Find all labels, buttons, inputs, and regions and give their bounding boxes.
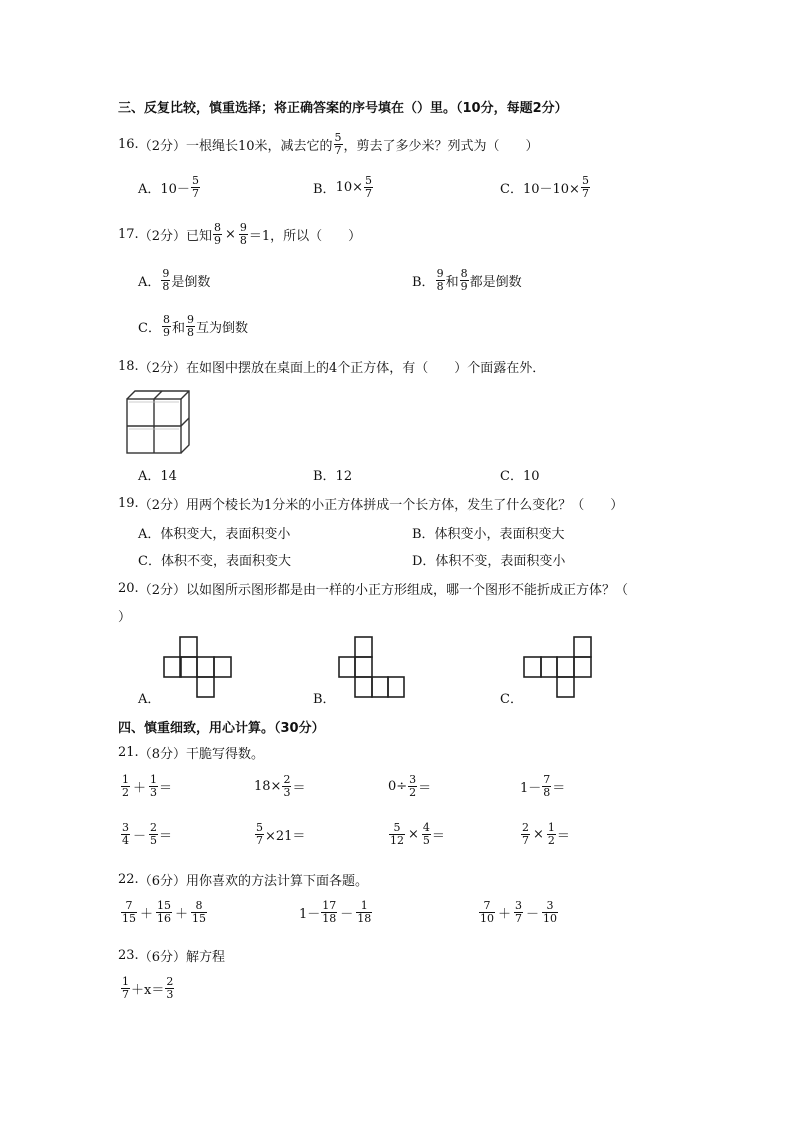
option-letter: C． [138, 321, 161, 336]
q19-option-d[interactable]: D．体积不变，表面积变小 [412, 554, 566, 569]
q16-option-b[interactable] [313, 175, 374, 200]
q16-option-c[interactable] [500, 175, 591, 200]
option-text: 和 [171, 321, 185, 336]
question-20 [118, 579, 628, 598]
q19-option-a[interactable]: A．体积变大，表面积变小 [138, 527, 291, 542]
q21-expr-2: 18× $\frac{2}{3}$ ＝ [254, 773, 306, 799]
q21-expr-4: 1－ $\frac{7}{8}$ ＝ [520, 773, 566, 799]
option-expression: 10－ [160, 182, 190, 197]
option-fraction: $\frac{5}{7}$ [191, 174, 199, 200]
q20-text: 以如图所示图形都是由一样的小正方形组成，哪一个图形不能折成正方体？（ [185, 583, 628, 598]
q20-option-c[interactable]: C． [500, 692, 523, 707]
q20-number: 20. [118, 581, 139, 596]
q17-number: 17. [118, 227, 139, 242]
q21-score: （8分） [138, 747, 186, 762]
option-letter: B． [412, 275, 435, 290]
option-fraction: $\frac{9}{8}$ [436, 267, 444, 293]
q21-expr-3: 0÷ $\frac{3}{2}$ ＝ [388, 773, 432, 799]
net-figure-b [338, 636, 406, 698]
q21-expr-6: $\frac{5}{7}$ ×21＝ [256, 821, 306, 847]
q18-option-a[interactable]: A．14 [138, 469, 177, 484]
option-fraction: $\frac{8}{9}$ [162, 313, 170, 339]
q19-option-b[interactable]: B．体积变小，表面积变大 [412, 527, 565, 542]
q20-option-b[interactable]: B． [313, 692, 336, 707]
option-text: 是倒数 [171, 275, 211, 290]
question-18 [118, 357, 545, 376]
q17-fraction-1: $\frac{8}{9}$ [213, 221, 221, 247]
question-16 [118, 132, 539, 157]
q17-score: （2分） [138, 229, 186, 244]
q22-expr-2: 1－ $\frac{17}{18}$ － $\frac{1}{18}$ [299, 899, 372, 925]
q16-text-a: 一根绳长10米，减去它的 [185, 139, 333, 154]
q17-fraction-2: $\frac{9}{8}$ [239, 221, 247, 247]
q22-expr-1: $\frac{7}{15}$ ＋ $\frac{15}{16}$ ＋ $\frac{8}{15}$ [122, 899, 207, 925]
q23-score: （6分） [138, 950, 186, 965]
option-letter: A． [138, 182, 161, 197]
option-text: 互为倒数 [195, 321, 248, 336]
option-fraction: $\frac{8}{9}$ [460, 267, 468, 293]
q23-text: 解方程 [185, 950, 225, 965]
q18-option-c[interactable]: C．10 [500, 469, 540, 484]
option-fraction: $\frac{9}{8}$ [162, 267, 170, 293]
q17-option-c[interactable] [138, 314, 248, 339]
option-fraction: $\frac{5}{7}$ [581, 174, 589, 200]
question-21 [118, 743, 264, 762]
question-22 [118, 870, 368, 889]
q17-option-b[interactable] [412, 268, 522, 293]
q18-score: （2分） [138, 361, 186, 376]
q16-text-b: ，剪去了多少米？列式为（ ） [343, 139, 539, 154]
q22-score: （6分） [138, 874, 186, 889]
question-17 [118, 222, 361, 247]
q18-number: 18. [118, 359, 139, 374]
section3-heading: 三、反复比较，慎重选择；将正确答案的序号填在（）里。（10分，每题2分） [118, 101, 568, 116]
q20-option-a[interactable]: A． [138, 692, 161, 707]
q19-option-c[interactable]: C．体积不变，表面积变大 [138, 554, 291, 569]
option-text: 都是倒数 [469, 275, 522, 290]
net-figure-a [163, 636, 233, 698]
q21-expr-1: $\frac{1}{2}$ ＋ $\frac{1}{3}$ ＝ [122, 773, 173, 799]
q20-score: （2分） [138, 583, 186, 598]
q16-number: 16. [118, 137, 139, 152]
option-expression: 10－10× [522, 182, 580, 197]
option-letter: C． [500, 182, 523, 197]
option-letter: A． [138, 275, 161, 290]
q19-text: 用两个棱长为1分米的小正方体拼成一个长方体，发生了什么变化？（ ） [185, 498, 624, 513]
q21-text: 干脆写得数。 [185, 747, 264, 762]
q19-number: 19. [118, 496, 139, 511]
section4-heading: 四、慎重细致，用心计算。（30分） [118, 721, 325, 736]
q22-text: 用你喜欢的方法计算下面各题。 [185, 874, 368, 889]
q17-option-a[interactable] [138, 268, 210, 293]
times-sign: × [224, 227, 236, 242]
q21-expr-7: $\frac{5}{12}$ × $\frac{4}{5}$ ＝ [390, 821, 445, 847]
option-fraction: $\frac{9}{8}$ [186, 313, 194, 339]
q20-text-continued: ） [118, 610, 132, 625]
option-text: 和 [445, 275, 459, 290]
q19-score: （2分） [138, 498, 186, 513]
q17-text: 已知 [185, 229, 212, 244]
cube-stack-figure [126, 390, 192, 456]
q16-fraction: $\frac{5}{7}$ [334, 131, 342, 157]
q21-expr-8: $\frac{2}{7}$ × $\frac{1}{2}$ ＝ [522, 821, 570, 847]
q17-text-end: ＝1，所以（ ） [248, 229, 362, 244]
q21-expr-5: $\frac{3}{4}$ － $\frac{2}{5}$ ＝ [122, 821, 173, 847]
question-23 [118, 946, 225, 965]
net-figure-c [523, 636, 593, 698]
q16-option-a[interactable] [138, 175, 201, 200]
option-fraction: $\frac{5}{7}$ [365, 174, 372, 200]
q16-score: （2分） [138, 139, 186, 154]
q22-number: 22. [118, 872, 139, 887]
q23-number: 23. [118, 948, 139, 963]
q18-text: 在如图中摆放在桌面上的4个正方体，有（ ）个面露在外． [185, 361, 546, 376]
option-letter: B． [313, 182, 336, 197]
q18-option-b[interactable]: B．12 [313, 469, 353, 484]
q21-number: 21. [118, 745, 139, 760]
option-expression: 10× [335, 180, 363, 195]
q23-equation: $\frac{1}{7}$ ＋x＝ $\frac{2}{3}$ [122, 975, 174, 1001]
q22-expr-3: $\frac{7}{10}$ ＋ $\frac{3}{7}$ － $\frac{3}{10}$ [480, 899, 558, 925]
question-19 [118, 494, 623, 513]
